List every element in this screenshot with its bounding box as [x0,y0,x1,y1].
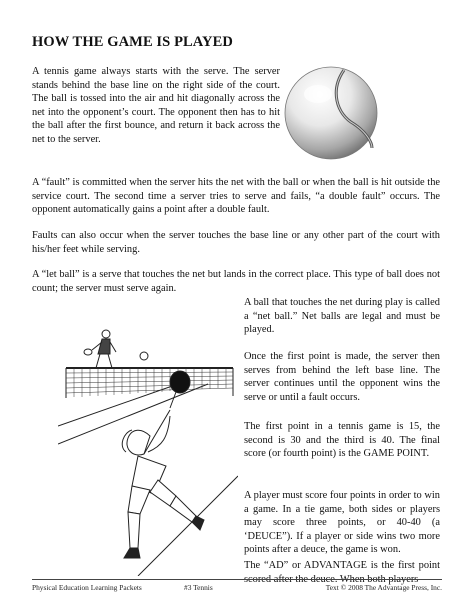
page-heading: HOW THE GAME IS PLAYED [32,34,233,50]
paragraph-deuce: A player must score four points in order to win a game. In a tie game, both sides or players may score three points, or 40-40 (a ‘DEUCE”). If a player or side wins two more points after a deuce, the game is won. [244,490,440,556]
paragraph-serve: A tennis game always starts with the serve. The server stands behind the base line on the right side of the court. The ball is tossed into the air and hit diagonally across the net into the opponent’s court. The opponent then has to hit the ball after the first bounce, and return it back across the net to the server. [32,66,280,145]
footer-copyright: Text © 2008 The Advantage Press, Inc. [325,583,442,592]
paragraph-net-ball: A ball that touches the net during play is called a “net ball.” Net balls are legal and must be played. [244,297,440,336]
footer-series: Physical Education Learning Packets [32,583,142,592]
paragraph-scoring: The first point in a tennis game is 15, the second is 30 and the third is 40. The final score (or fourth point) is the GAME POINT. [244,421,440,460]
paragraph-advantage: The “AD” or ADVANTAGE is the first point scored after the deuce. When both players [244,560,440,585]
page-footer [32,579,442,592]
paragraph-serve-side: Once the first point is made, the server then serves from behind the left base line. The server continues until the opponent wins the serve or until a fault occurs. [244,351,440,403]
paragraph-foot-fault: Faults can also occur when the server touches the base line or any other part of the court with his/her feet while serving. [32,230,440,255]
footer-packet-number: #3 Tennis [184,583,213,592]
tennis-ball-icon [282,64,380,162]
paragraph-fault: A “fault” is committed when the server hits the net with the ball or when the ball is hit outside the service court. The second time a server tries to serve and fails, “a double fault” occurs. The opponent automatically gains a point after a double fault. [32,177,440,216]
paragraph-let-ball: A “let ball” is a serve that touches the net but lands in the correct place. This type of ball does not count; the server must serve again. [32,269,440,294]
tennis-players-net-illustration [58,326,238,576]
